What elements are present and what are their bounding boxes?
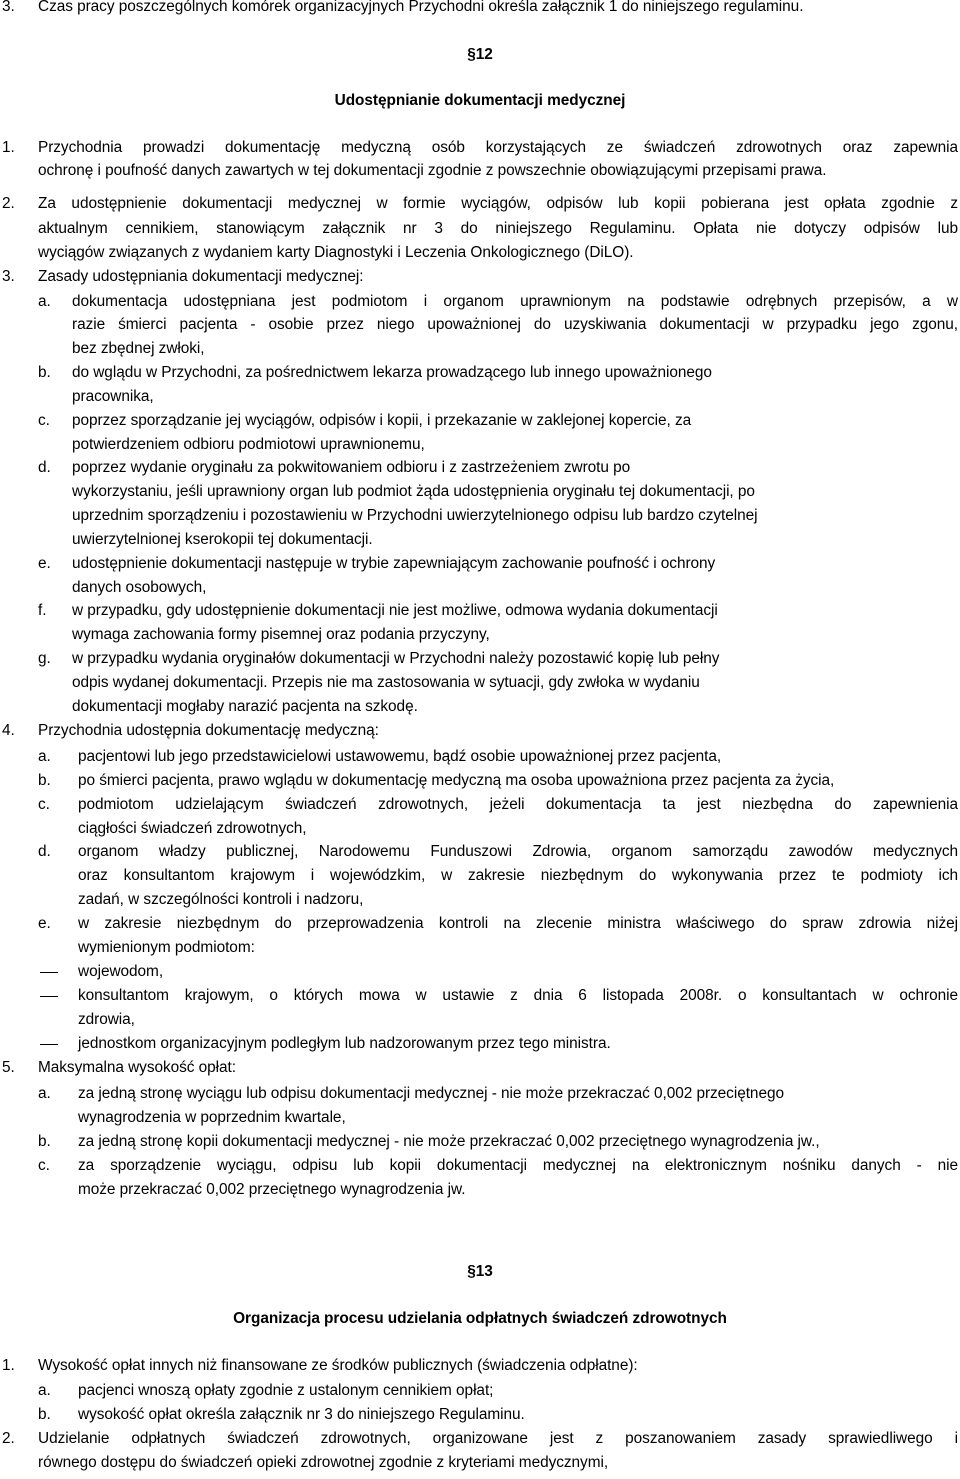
section-number: §12 <box>467 46 493 63</box>
line-text: podmiotom udzielającym świadczeń zdrowotnych, jeżeli dokumentacja ta jest niezbędna do zapewnienia <box>78 796 958 813</box>
line-text: Przychodnia prowadzi dokumentację medyczną osób korzystających ze świadczeń zdrowotnych oraz zapewnia <box>38 139 958 156</box>
line-text: ochronę i poufność danych zawartych w tej dokumentacji zgodnie z powszechnie obowiązującymi przepisami prawa. <box>38 162 827 179</box>
line-text: w przypadku wydania oryginałów dokumentacji w Przychodni należy pozostawić kopię lub pełny <box>72 650 720 667</box>
line-text: może przekraczać 0,002 przeciętnego wynagrodzenia jw. <box>78 1181 466 1198</box>
line-text: dokumentacji mogłaby narazić pacjenta na szkodę. <box>72 698 418 715</box>
list-letter: f. <box>38 602 47 619</box>
line-text: wyciągów związanych z wydaniem karty Diagnostyki i Leczenia Onkologicznego (DiLO). <box>38 244 634 261</box>
line-text: do wglądu w Przychodni, za pośrednictwem lekarza prowadzącego lub innego upoważnionego <box>72 364 712 381</box>
line-text: w zakresie niezbędnym do przeprowadzenia kontroli na zlecenie ministra właściwego do spraw zdrowia niżej <box>78 915 958 932</box>
line-text: bez zbędnej zwłoki, <box>72 340 205 357</box>
line-text: uprzednim sporządzeniu i pozostawieniu w Przychodni uwierzytelnionego odpisu lub bardzo czytelnej <box>72 507 758 524</box>
list-letter: a. <box>38 748 51 765</box>
line-text: zdrowia, <box>78 1011 135 1028</box>
line-text: Zasady udostępniania dokumentacji medycznej: <box>38 268 364 285</box>
line-text: poprzez sporządzanie jej wyciągów, odpisów i kopii, i przekazanie w zaklejonej kopercie, za <box>72 412 692 429</box>
line-text: jednostkom organizacyjnym podległym lub nadzorowanym przez tego ministra. <box>78 1035 611 1052</box>
line-text: udostępnienie dokumentacji następuje w trybie zapewniającym zachowanie poufność i ochrony <box>72 555 716 572</box>
line-text: Przychodnia udostępnia dokumentację medyczną: <box>38 722 379 739</box>
line-text: pracownika, <box>72 388 154 405</box>
line-text: odpis wydanej dokumentacji. Przepis nie ma zastosowania w sytuacji, gdy zwłoka w wydaniu <box>72 674 700 691</box>
line-text: po śmierci pacjenta, prawo wglądu w dokumentację medyczną ma osoba upoważniona przez pacjenta za życia, <box>78 772 835 789</box>
line-text: uwierzytelnionej kserokopii tej dokumentacji. <box>72 531 373 548</box>
line-text: razie śmierci pacjenta - osobie przez niego upoważnionej do uzyskiwania dokumentacji w przypadku jego zgonu, <box>72 316 958 333</box>
line-text: za sporządzenie wyciągu, odpisu lub kopii dokumentacji medycznej na elektronicznym nośniku danych - nie <box>78 1157 958 1174</box>
line-text: aktualnym cennikiem, stanowiącym załącznik nr 3 do niniejszego Regulaminu. Opłata nie dotyczy odpisów lub <box>38 220 958 237</box>
list-letter: e. <box>38 915 51 932</box>
section-heading: Udostępnianie dokumentacji medycznej <box>334 92 626 109</box>
list-letter: b. <box>38 1406 51 1423</box>
list-number: 5. <box>2 1059 15 1076</box>
dash-bullet <box>40 972 58 973</box>
section-number: §13 <box>467 1263 493 1280</box>
list-number: 4. <box>2 722 15 739</box>
line-text: za jedną stronę wyciągu lub odpisu dokumentacji medycznej - nie może przekraczać 0,002 przeciętnego <box>78 1085 784 1102</box>
line-text: zadań, w szczególności kontroli i nadzoru, <box>78 891 364 908</box>
dash-bullet <box>40 996 58 997</box>
list-number: 1. <box>2 1357 15 1374</box>
list-number: 3. <box>2 268 15 285</box>
list-number: 2. <box>2 1430 15 1447</box>
line-text: Udzielanie odpłatnych świadczeń zdrowotnych, organizowane jest z poszanowaniem zasady sprawiedliwego i <box>38 1430 958 1447</box>
list-number: 2. <box>2 195 15 212</box>
list-letter: c. <box>38 412 50 429</box>
line-text: dokumentacja udostępniana jest podmiotom i organom uprawnionym na podstawie odrębnych przepisów, a w <box>72 293 958 310</box>
list-letter: c. <box>38 796 50 813</box>
line-text: Za udostępnienie dokumentacji medycznej w formie wyciągów, odpisów lub kopii pobierana jest opłata zgodnie z <box>38 195 958 212</box>
line-text: ciągłości świadczeń zdrowotnych, <box>78 820 307 837</box>
line-text: konsultantom krajowym, o których mowa w ustawie z dnia 6 listopada 2008r. o konsultantach w ochronie <box>78 987 958 1004</box>
list-letter: b. <box>38 1133 51 1150</box>
line-text: pacjentowi lub jego przedstawicielowi ustawowemu, bądź osobie upoważnionej przez pacjenta, <box>78 748 722 765</box>
line-text: poprzez wydanie oryginału za pokwitowaniem odbioru i z zastrzeżeniem zwrotu po <box>72 459 631 476</box>
list-letter: g. <box>38 650 51 667</box>
section-heading: Organizacja procesu udzielania odpłatnych świadczeń zdrowotnych <box>233 1310 727 1327</box>
line-text: wykorzystaniu, jeśli uprawniony organ lub podmiot żąda udostępnienia oryginału tej dokumentacji, po <box>72 483 755 500</box>
line-text: wymaga zachowania formy pisemnej oraz podania przyczyny, <box>72 626 490 643</box>
line-text: pacjenci wnoszą opłaty zgodnie z ustalonym cennikiem opłat; <box>78 1382 494 1399</box>
dash-bullet <box>40 1044 58 1045</box>
line-text: w przypadku, gdy udostępnienie dokumentacji nie jest możliwe, odmowa wydania dokumentacji <box>72 602 718 619</box>
list-letter: c. <box>38 1157 50 1174</box>
list-number: 3. <box>2 0 15 15</box>
line-text: równego dostępu do świadczeń opieki zdrowotnej zgodnie z kryteriami medycznymi, <box>38 1454 609 1471</box>
line-text: danych osobowych, <box>72 579 207 596</box>
line-text: za jedną stronę kopii dokumentacji medycznej - nie może przekraczać 0,002 przeciętnego wynagrodzenia jw., <box>78 1133 820 1150</box>
list-letter: b. <box>38 364 51 381</box>
list-letter: d. <box>38 459 51 476</box>
list-letter: a. <box>38 1382 51 1399</box>
list-letter: b. <box>38 772 51 789</box>
line-text: wymienionym podmiotom: <box>78 939 255 956</box>
list-number: 1. <box>2 139 15 156</box>
line-text: wysokość opłat określa załącznik nr 3 do niniejszego Regulaminu. <box>78 1406 525 1423</box>
line-text: potwierdzeniem odbioru podmiotowi uprawnionemu, <box>72 436 425 453</box>
list-letter: a. <box>38 293 51 310</box>
line-text: Wysokość opłat innych niż finansowane ze środków publicznych (świadczenia odpłatne): <box>38 1357 638 1374</box>
list-letter: d. <box>38 843 51 860</box>
line-text: oraz konsultantom krajowym i wojewódzkim, w zakresie niezbędnym do wykonywania przez te podmioty ich <box>78 867 958 884</box>
line-text: Czas pracy poszczególnych komórek organizacyjnych Przychodni określa załącznik 1 do niniejszego regulaminu. <box>38 0 804 15</box>
list-letter: e. <box>38 555 51 572</box>
line-text: Maksymalna wysokość opłat: <box>38 1059 236 1076</box>
list-letter: a. <box>38 1085 51 1102</box>
line-text: wojewodom, <box>78 963 164 980</box>
line-text: wynagrodzenia w poprzednim kwartale, <box>78 1109 346 1126</box>
line-text: organom władzy publicznej, Narodowemu Funduszowi Zdrowia, organom samorządu zawodów medycznych <box>78 843 958 860</box>
